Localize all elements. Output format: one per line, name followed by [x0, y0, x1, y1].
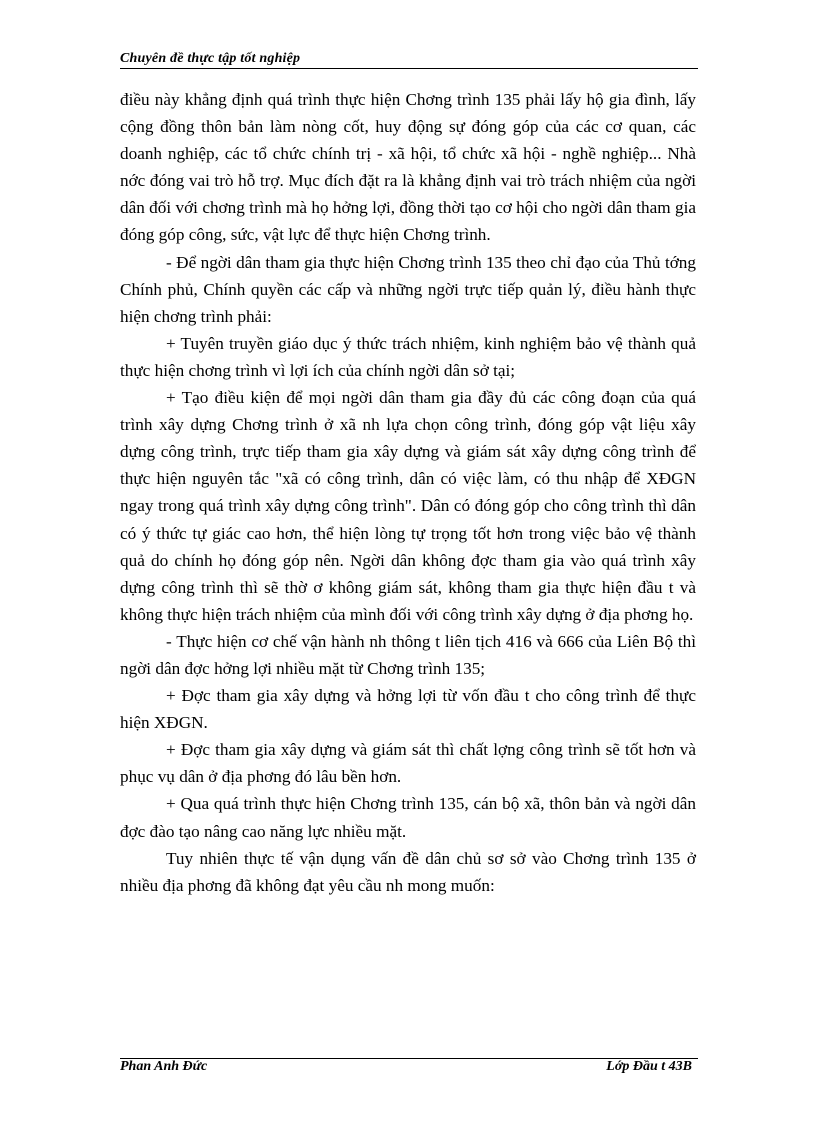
- header-title: Chuyên đề thực tập tốt nghiệp: [120, 51, 301, 66]
- body-text: [120, 86, 696, 899]
- page-header: [120, 46, 698, 69]
- paragraph-3: + Tuyên truyền giáo dục ý thức trách nhiệm, kinh nghiệm bảo vệ thành quả thực hiện chơng trình vì lợi ích của chính ngời dân sở tại;: [120, 333, 696, 380]
- paragraph-9: Tuy nhiên thực tế vận dụng vấn đề dân chủ sơ sở vào Chơng trình 135 ở nhiều địa phơng đã không đạt yêu cầu nh mong muốn:: [120, 848, 696, 895]
- paragraph-7: + Đợc tham gia xây dựng và giám sát thì chất lợng công trình sẽ tốt hơn và phục vụ dân ở địa phơng đó lâu bền hơn.: [120, 740, 696, 787]
- page-footer: [120, 1058, 698, 1081]
- footer-author: Phan Anh Đức: [120, 1059, 208, 1074]
- paragraph-4: + Tạo điều kiện để mọi ngời dân tham gia đầy đủ các công đoạn của quá trình xây dựng Chơng trình ở xã nh lựa chọn công trình, đóng góp vật liệu xây dựng công trình, trực tiếp tham gia xây dựng và giám sát xây dựng công trình để thực hiện nguyên tắc "xã có công trình, dân có việc làm, có thu nhập để XĐGN ngay trong quá trình xây dựng công trình". Dân có đóng góp cho công trình thì dân có ý thức tự giác cao hơn, thể hiện lòng tự trọng tốt hơn trong việc bảo vệ thành quả do chính họ đóng góp nên. Ngời dân không đợc tham gia vào quá trình xây dựng công trình thì sẽ thờ ơ không giám sát, không tham gia thực hiện đầu t và không thực hiện trách nhiệm của mình đối với công trình xây dựng ở địa phơng họ.: [120, 388, 696, 624]
- paragraph-6: + Đợc tham gia xây dựng và hởng lợi từ vốn đầu t cho công trình để thực hiện XĐGN.: [120, 686, 696, 733]
- paragraph-2: - Để ngời dân tham gia thực hiện Chơng trình 135 theo chỉ đạo của Thủ tớng Chính phủ, Chính quyền các cấp và những ngời trực tiếp quản lý, điều hành thực hiện chơng trình phải:: [120, 252, 696, 326]
- paragraph-1: điều này khẳng định quá trình thực hiện Chơng trình 135 phải lấy hộ gia đình, lấy cộng đồng thôn bản làm nòng cốt, huy động sự đóng góp của các cơ quan, các doanh nghiệp, các tổ chức chính trị - xã hội, tổ chức xã hội - nghề nghiệp... Nhà nớc đóng vai trò hỗ trợ. Mục đích đặt ra là khẳng định vai trò trách nhiệm của ngời dân đối với chơng trình mà họ hởng lợi, đồng thời tạo cơ hội cho ngời dân tham gia đóng góp công, sức, vật lực để thực hiện Chơng trình.: [120, 90, 696, 245]
- footer-class: Lớp Đầu t 43B: [606, 1059, 692, 1074]
- paragraph-8: + Qua quá trình thực hiện Chơng trình 135, cán bộ xã, thôn bản và ngời dân đợc đào tạo nâng cao năng lực nhiều mặt.: [120, 794, 696, 841]
- paragraph-5: - Thực hiện cơ chế vận hành nh thông t liên tịch 416 và 666 của Liên Bộ thì ngời dân đợc hởng lợi nhiều mặt từ Chơng trình 135;: [120, 631, 696, 678]
